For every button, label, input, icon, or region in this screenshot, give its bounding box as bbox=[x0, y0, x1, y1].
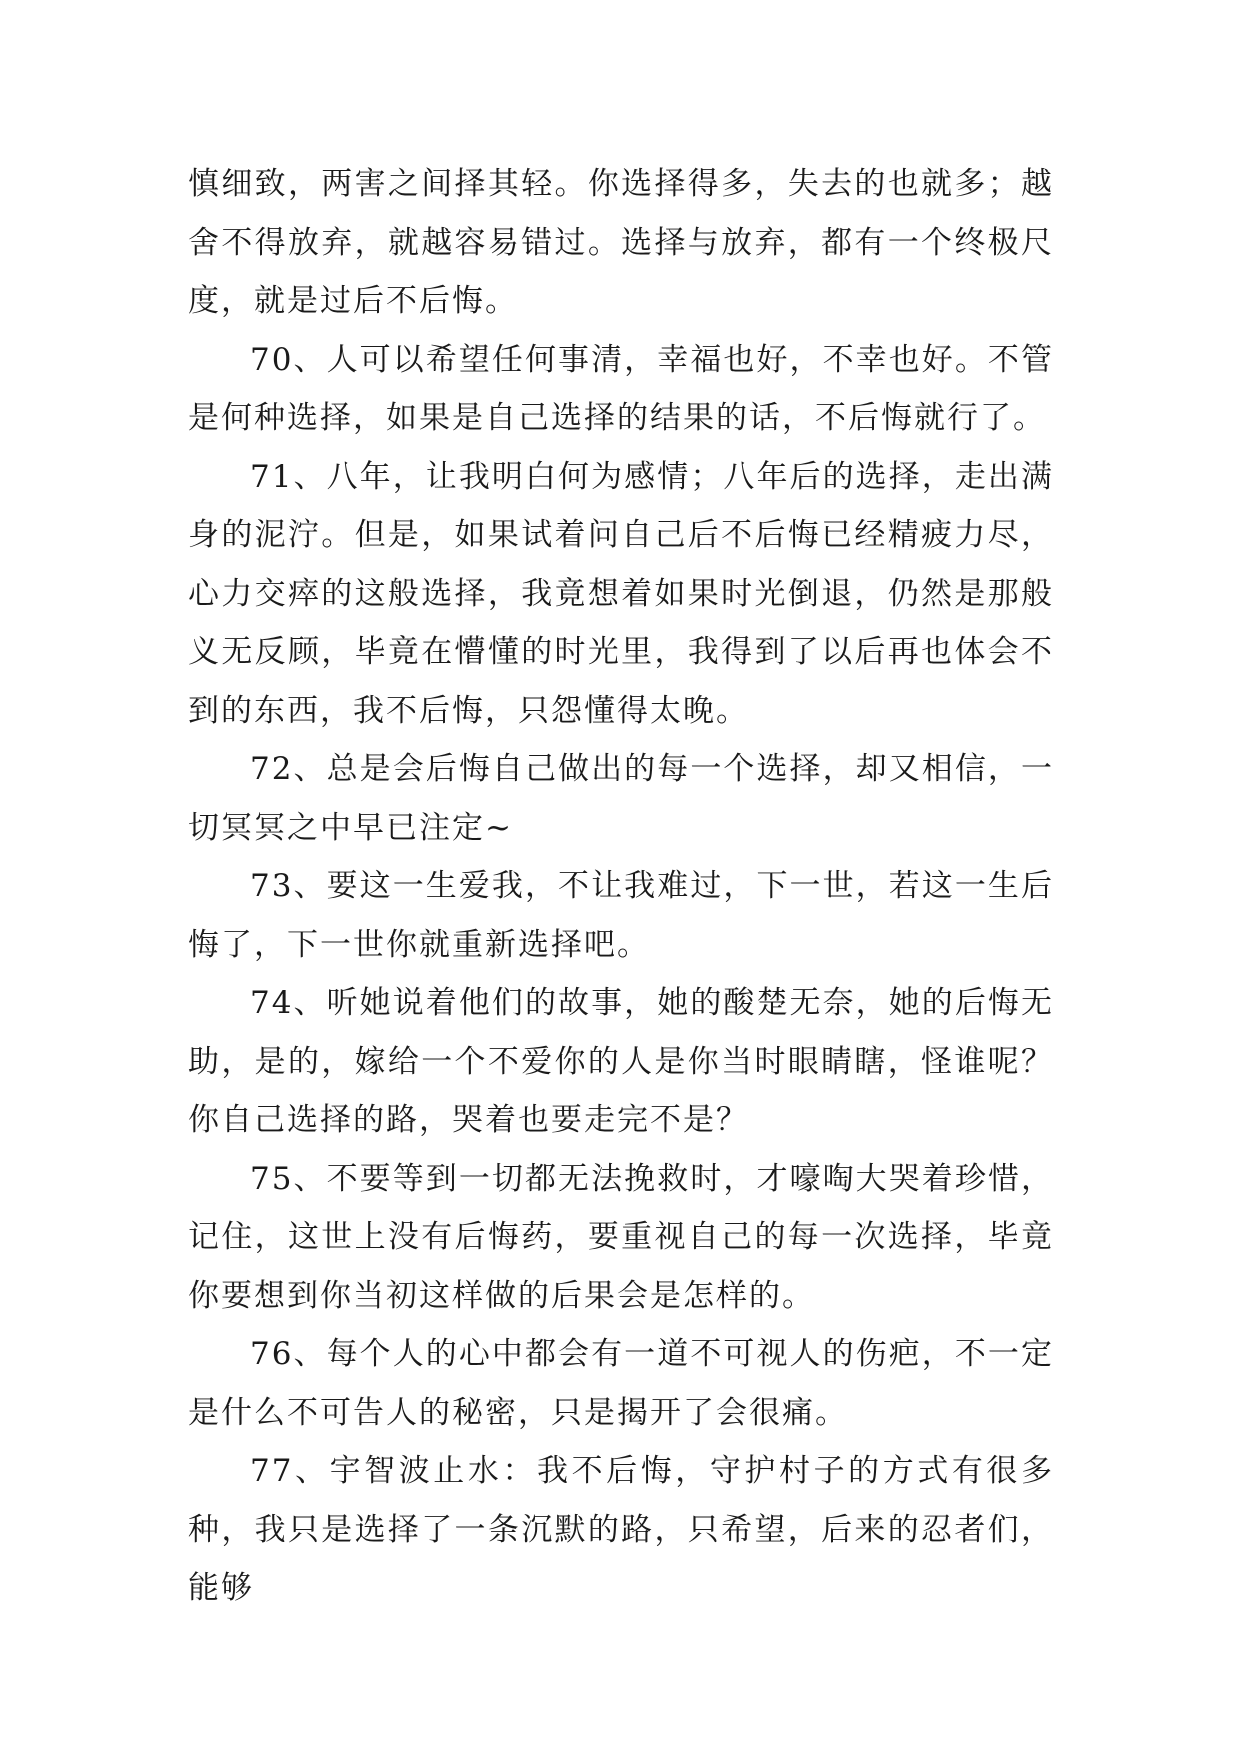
paragraph-75: 75、不要等到一切都无法挽救时，才嚎啕大哭着珍惜，记住，这世上没有后悔药，要重视自己的每一次选择，毕竟你要想到你当初这样做的后果会是怎样的。 bbox=[188, 1160, 1054, 1314]
paragraph-70: 70、人可以希望任何事清，幸福也好，不幸也好。不管是何种选择，如果是自己选择的结果的话，不后悔就行了。 bbox=[188, 341, 1054, 436]
paragraph-71: 71、八年，让我明白何为感情；八年后的选择，走出满身的泥泞。但是，如果试着问自己后不后悔已经精疲力尽，心力交瘁的这般选择，我竟想着如果时光倒退，仍然是那般义无反顾，毕竟在懵懂的时光里，我得到了以后再也体会不到的东西，我不后悔，只怨懂得太晚。 bbox=[188, 458, 1054, 729]
paragraph-76: 76、每个人的心中都会有一道不可视人的伤疤，不一定是什么不可告人的秘密，只是揭开了会很痛。 bbox=[188, 1336, 1054, 1431]
paragraph-72: 72、总是会后悔自己做出的每一个选择，却又相信，一切冥冥之中早已注定~ bbox=[188, 751, 1054, 846]
paragraph-74: 74、听她说着他们的故事，她的酸楚无奈，她的后悔无助，是的，嫁给一个不爱你的人是你当时眼睛瞎，怪谁呢？你自己选择的路，哭着也要走完不是？ bbox=[188, 985, 1054, 1138]
paragraph-73: 73、要这一生爱我，不让我难过，下一世，若这一生后悔了，下一世你就重新选择吧。 bbox=[188, 868, 1054, 963]
document-body bbox=[188, 155, 1054, 1618]
paragraph-77: 77、宇智波止水：我不后悔，守护村子的方式有很多种，我只是选择了一条沉默的路，只希望，后来的忍者们，能够 bbox=[188, 1453, 1054, 1606]
paragraph-continuation: 慎细致，两害之间择其轻。你选择得多，失去的也就多；越舍不得放弃，就越容易错过。选择与放弃，都有一个终极尺度，就是过后不后悔。 bbox=[188, 166, 1054, 319]
